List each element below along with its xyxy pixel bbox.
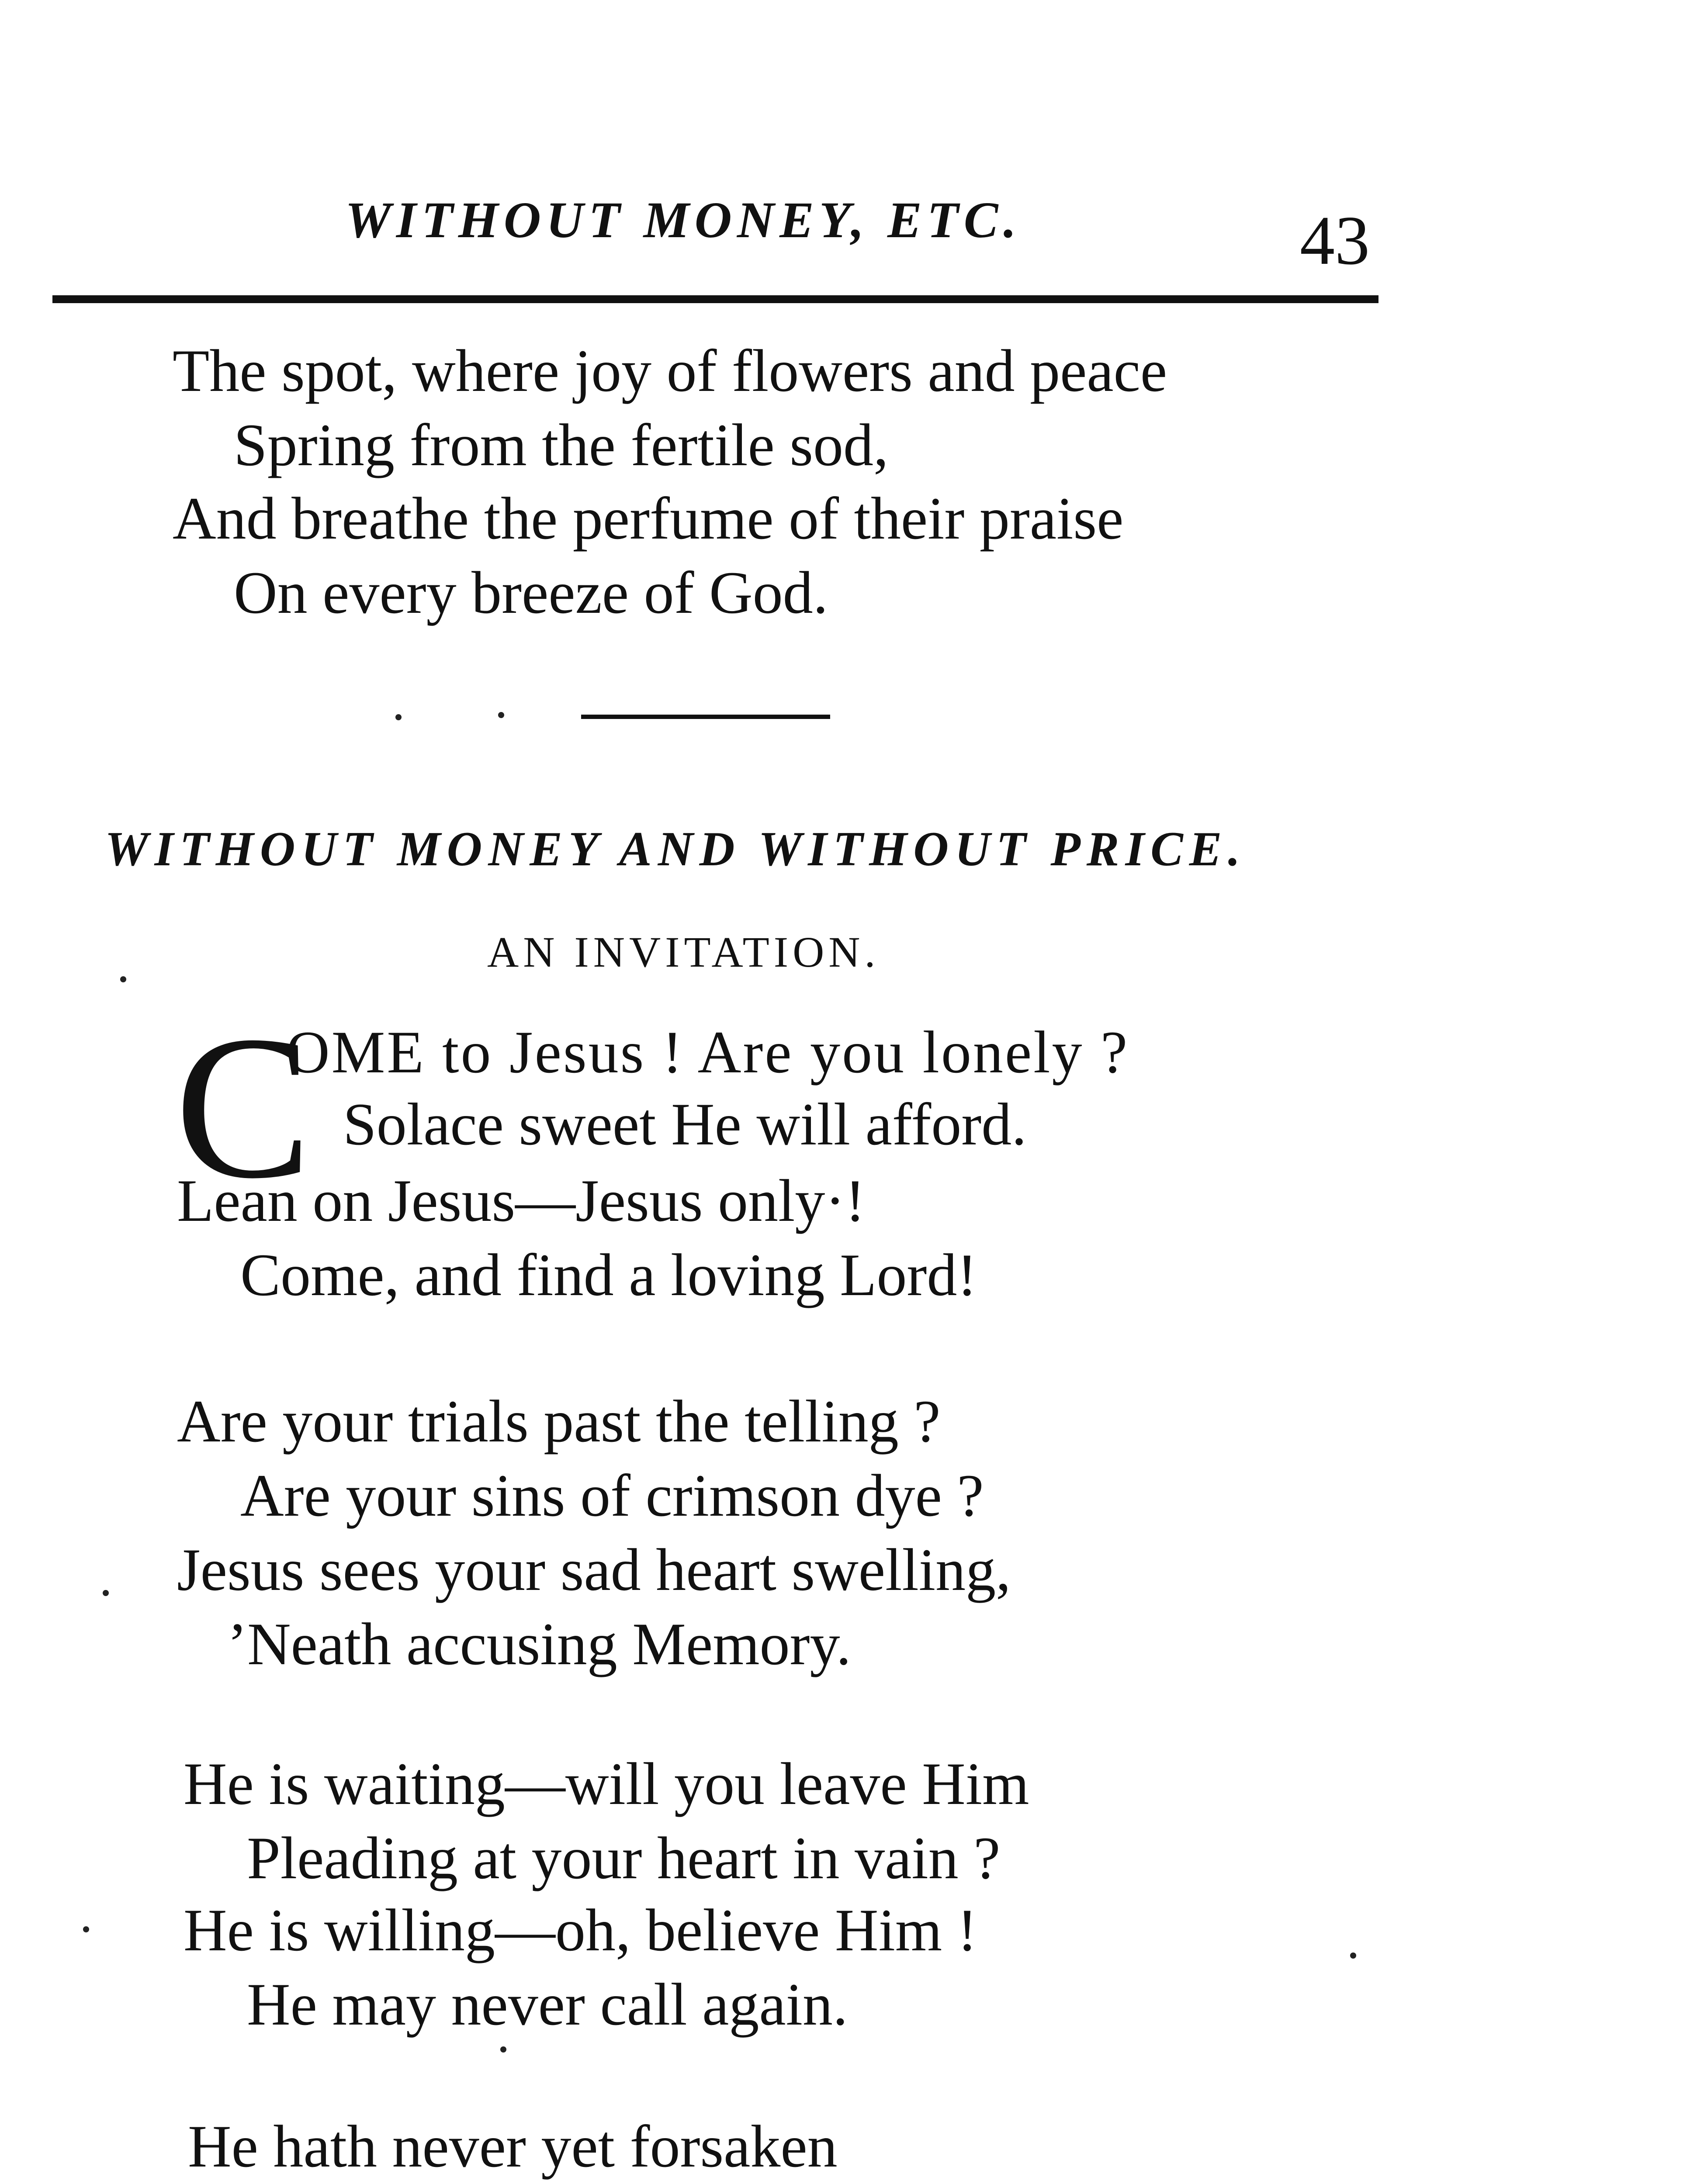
stray-dot bbox=[83, 1926, 89, 1932]
header-rule bbox=[52, 295, 1378, 303]
verse-line: On every breeze of God. bbox=[234, 559, 828, 626]
verse-line: He hath never yet forsaken bbox=[188, 2113, 838, 2180]
verse-line: He is waiting—will you leave Him bbox=[184, 1750, 1029, 1817]
verse-line-first: OME to Jesus ! Are you lonely ? bbox=[286, 1019, 1129, 1085]
section-divider bbox=[581, 715, 830, 719]
verse-line: Come, and find a loving Lord! bbox=[240, 1241, 977, 1308]
stray-dot bbox=[120, 976, 126, 982]
stray-dot bbox=[498, 712, 504, 718]
verse-line: Solace sweet He will afford. bbox=[343, 1091, 1027, 1158]
page-number: 43 bbox=[1300, 201, 1370, 279]
stray-dot bbox=[103, 1590, 109, 1596]
verse-line: Spring from the fertile sod, bbox=[234, 411, 889, 478]
poem-title: WITHOUT MONEY AND WITHOUT PRICE. bbox=[105, 822, 1247, 876]
verse-line: ’Neath accusing Memory. bbox=[227, 1610, 852, 1677]
drop-cap: C bbox=[175, 993, 312, 1221]
verse-line: Jesus sees your sad heart swelling, bbox=[177, 1536, 1011, 1603]
verse-line: Lean on Jesus—Jesus only·! bbox=[177, 1167, 866, 1234]
verse-line: Are your trials past the telling ? bbox=[177, 1388, 941, 1455]
poem-subtitle: AN INVITATION. bbox=[487, 928, 880, 976]
verse-line: The spot, where joy of flowers and peace bbox=[173, 337, 1167, 404]
verse-line: Are your sins of crimson dye ? bbox=[240, 1462, 984, 1529]
verse-line: Pleading at your heart in vain ? bbox=[247, 1825, 1001, 1891]
verse-line: And breathe the perfume of their praise bbox=[173, 485, 1124, 552]
stray-dot bbox=[395, 714, 402, 720]
stray-dot bbox=[500, 2046, 506, 2053]
verse-line: He may never call again. bbox=[247, 1971, 848, 2038]
verse-line: He is willing—oh, believe Him ! bbox=[184, 1897, 977, 1963]
stray-dot bbox=[1350, 1952, 1356, 1959]
running-title: WITHOUT MONEY, ETC. bbox=[345, 191, 1022, 249]
